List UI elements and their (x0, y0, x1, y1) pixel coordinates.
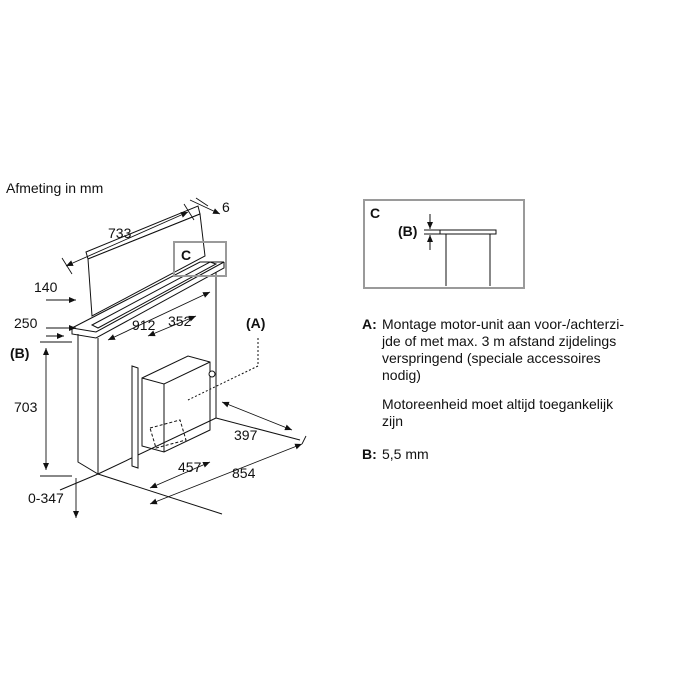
dim-912: 912 (132, 317, 156, 333)
dim-457: 457 (178, 459, 202, 475)
dim-733: 733 (108, 225, 132, 241)
dim-0-347: 0-347 (28, 490, 64, 506)
dim-a: (A) (246, 315, 266, 331)
unit-caption: Afmeting in mm (6, 180, 104, 196)
dim-140: 140 (34, 279, 58, 295)
dim-352: 352 (168, 313, 192, 329)
note-a-key: A: (362, 316, 377, 332)
detail-c-marker-label: C (181, 247, 192, 263)
note-a2-line-1: Motoreenheid moet altijd toegankelijk (382, 396, 614, 412)
note-a-line-3: verspringend (speciale accessoires (382, 350, 601, 366)
note-b-text: 5,5 mm (382, 446, 429, 462)
leader-a (188, 338, 258, 400)
detail-c-frame (364, 200, 524, 288)
dim-6: 6 (222, 199, 230, 215)
dim-250: 250 (14, 315, 38, 331)
dim-b: (B) (10, 345, 30, 361)
detail-c-b-label: (B) (398, 223, 418, 239)
duct-pipe (132, 366, 138, 468)
cabinet-front (78, 334, 98, 474)
detail-c (364, 200, 524, 288)
note-b-key: B: (362, 446, 377, 462)
dim-397: 397 (234, 427, 258, 443)
note-a-line-1: Montage motor-unit aan voor-/achterzi- (382, 316, 624, 332)
dim-854: 854 (232, 465, 256, 481)
note-a-line-4: nodig) (382, 367, 421, 383)
detail-c-title: C (370, 205, 381, 221)
motor-box (142, 356, 210, 452)
note-a2-line-2: zijn (382, 413, 404, 429)
dim-703: 703 (14, 399, 38, 415)
note-a-line-2: jde of met max. 3 m afstand zijdelings (382, 333, 617, 349)
